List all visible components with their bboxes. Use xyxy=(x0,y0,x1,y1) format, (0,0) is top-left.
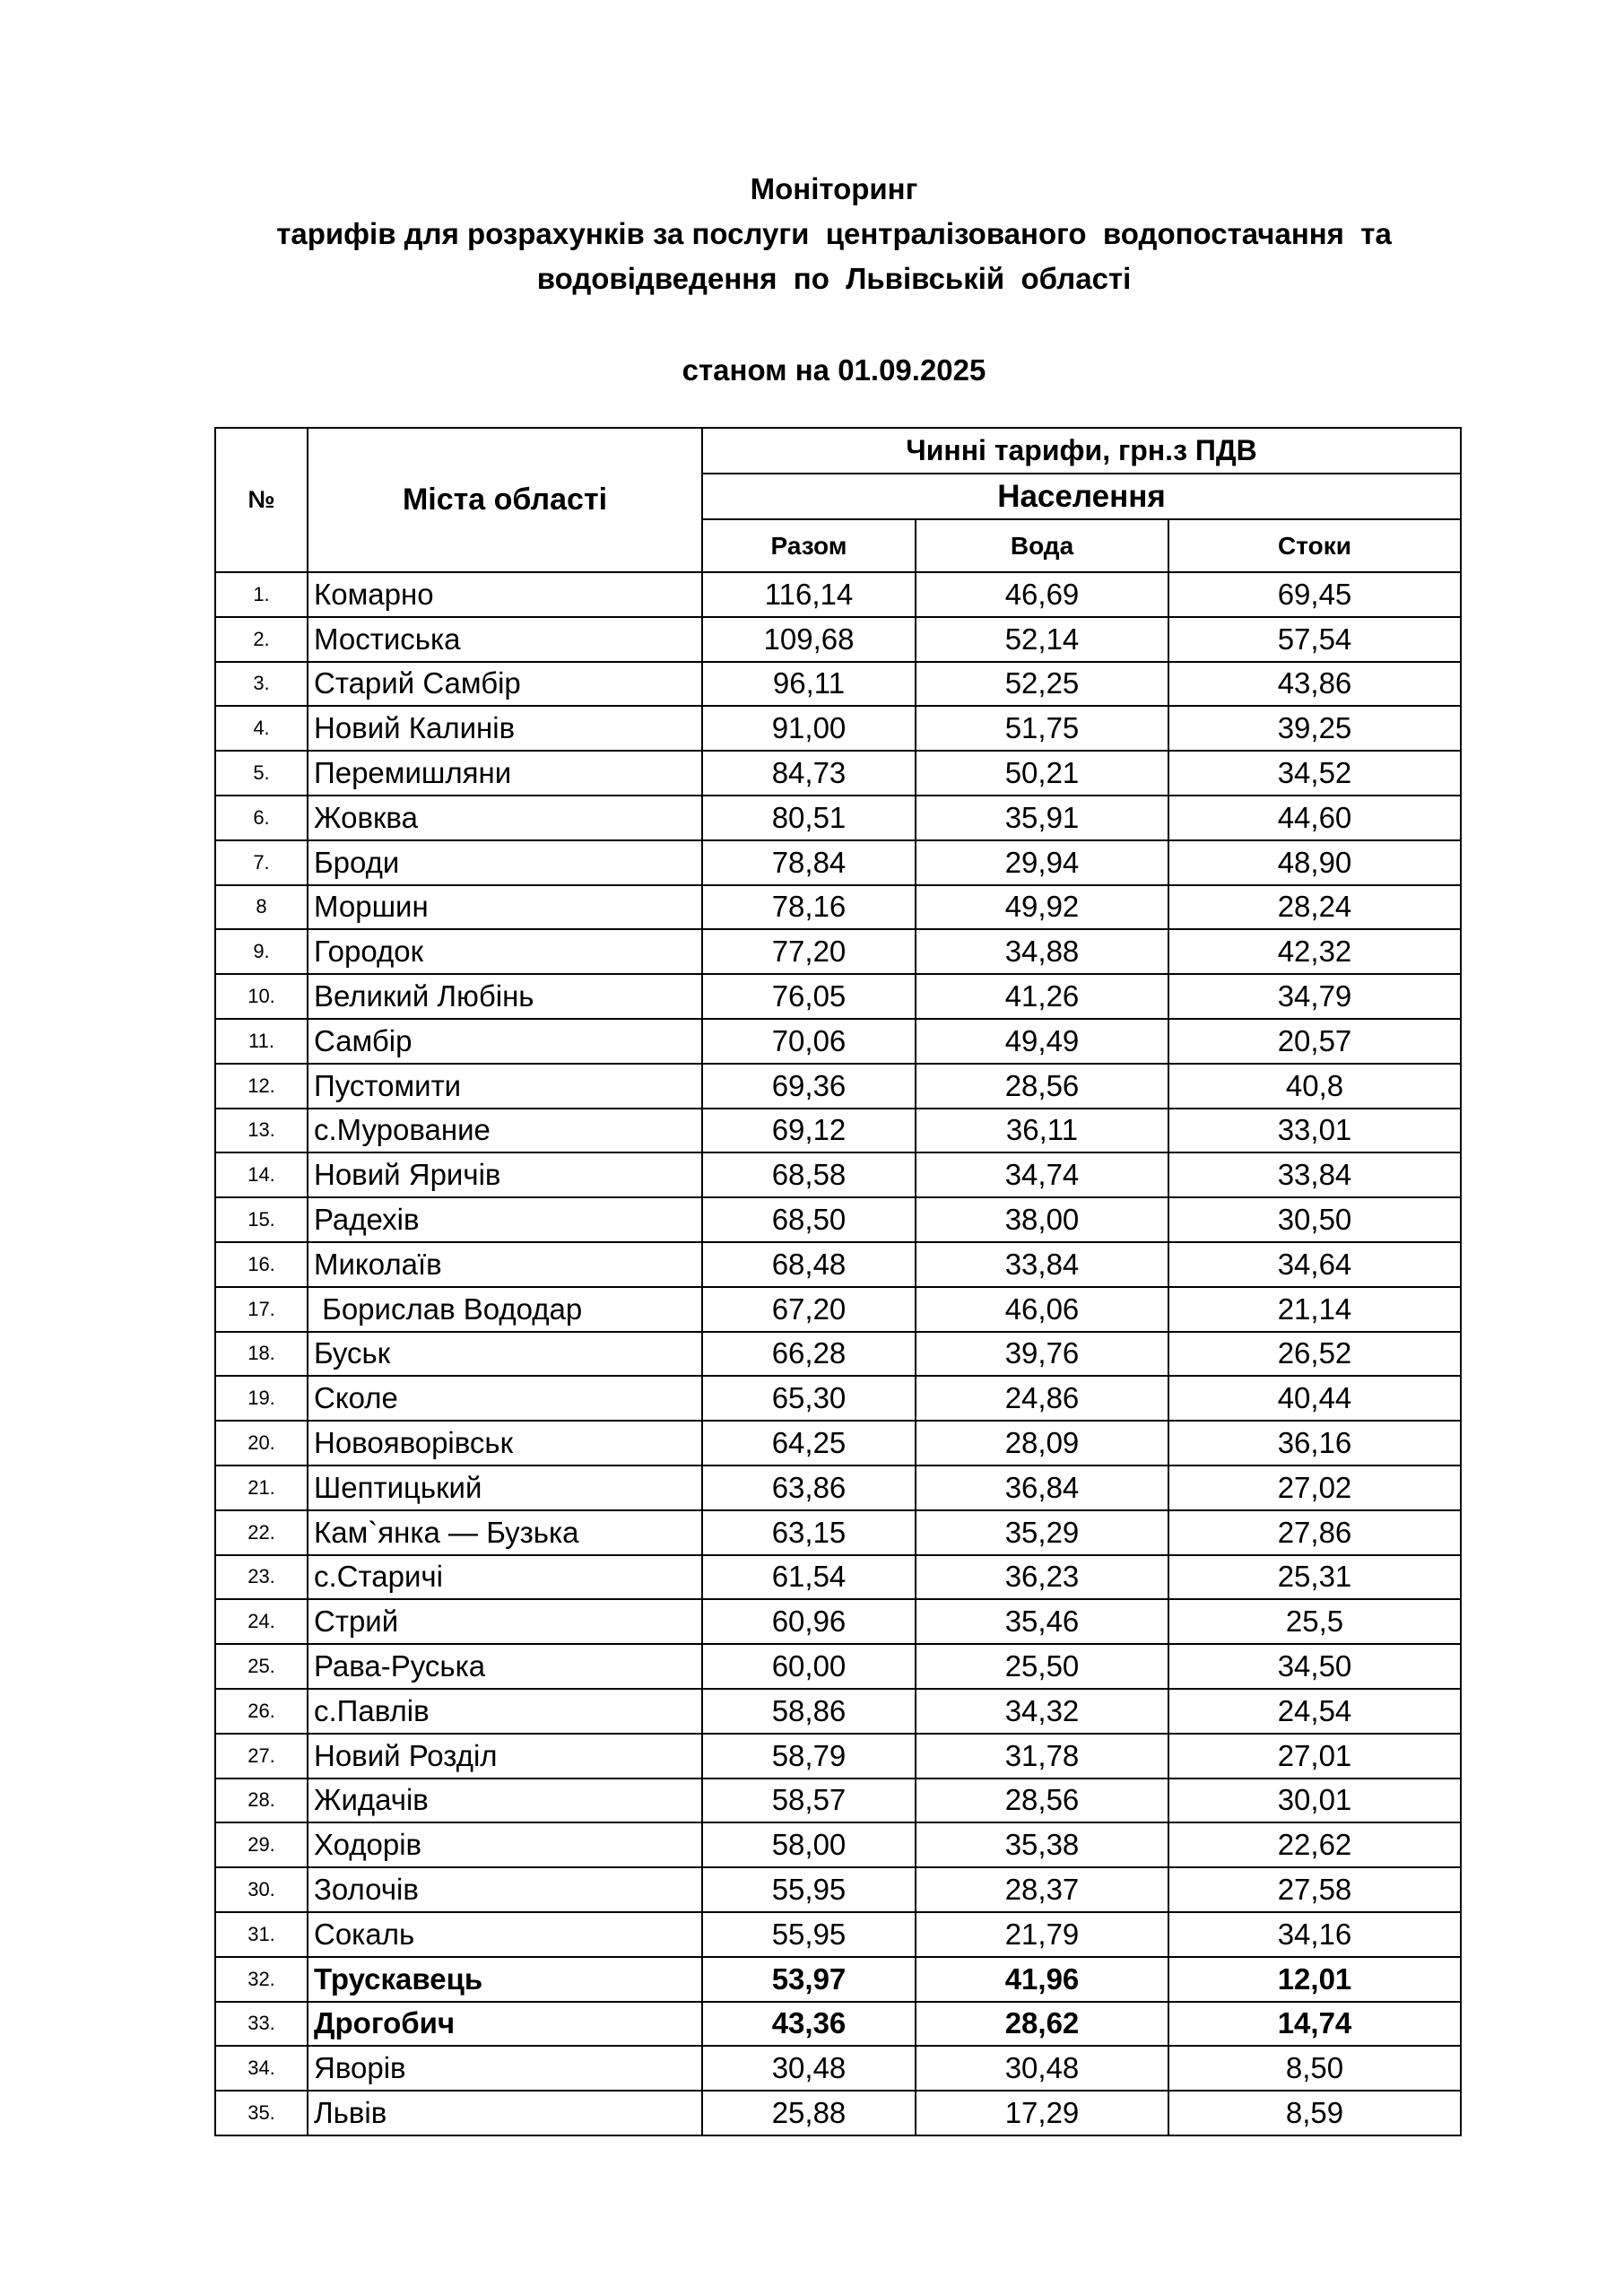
row-water: 35,46 xyxy=(916,1599,1168,1644)
row-water: 30,48 xyxy=(916,2046,1168,2091)
row-water: 34,88 xyxy=(916,929,1168,974)
row-sewer: 12,01 xyxy=(1168,1957,1461,2002)
row-city: Кам`янка — Бузька xyxy=(308,1510,702,1555)
table-row xyxy=(215,1957,1461,2002)
row-sewer: 40,44 xyxy=(1168,1376,1461,1421)
row-city: с.Мурование xyxy=(308,1109,702,1153)
row-water: 38,00 xyxy=(916,1197,1168,1242)
row-water: 49,92 xyxy=(916,885,1168,930)
row-city: Новий Яричів xyxy=(308,1152,702,1197)
row-sewer: 27,01 xyxy=(1168,1734,1461,1779)
row-total: 58,57 xyxy=(702,1779,916,1823)
row-sewer: 30,50 xyxy=(1168,1197,1461,1242)
row-sewer: 40,8 xyxy=(1168,1064,1461,1109)
row-sewer: 42,32 xyxy=(1168,929,1461,974)
table-row xyxy=(215,1689,1461,1734)
row-number: 7. xyxy=(215,840,308,885)
table-row xyxy=(215,929,1461,974)
table-row xyxy=(215,796,1461,840)
document-title: Моніторинг xyxy=(750,172,918,205)
row-city: Новий Розділ xyxy=(308,1734,702,1779)
table-row xyxy=(215,1197,1461,1242)
row-number: 28. xyxy=(215,1779,308,1823)
row-city: Мостиська xyxy=(308,617,702,662)
row-number: 1. xyxy=(215,572,308,617)
row-water: 41,26 xyxy=(916,974,1168,1019)
row-water: 28,56 xyxy=(916,1064,1168,1109)
row-sewer: 24,54 xyxy=(1168,1689,1461,1734)
document-subtitle-line-2: водовідведення по Львівській області xyxy=(536,262,1132,295)
row-sewer: 33,84 xyxy=(1168,1152,1461,1197)
table-row xyxy=(215,2091,1461,2135)
row-sewer: 34,52 xyxy=(1168,751,1461,796)
row-total: 84,73 xyxy=(702,751,916,796)
row-number: 27. xyxy=(215,1734,308,1779)
row-total: 64,25 xyxy=(702,1421,916,1465)
row-number: 34. xyxy=(215,2046,308,2091)
row-sewer: 44,60 xyxy=(1168,796,1461,840)
row-city: Львів xyxy=(308,2091,702,2135)
table-row xyxy=(215,617,1461,662)
row-total: 67,20 xyxy=(702,1287,916,1332)
table-row xyxy=(215,1064,1461,1109)
row-total: 58,00 xyxy=(702,1822,916,1867)
table-row xyxy=(215,1152,1461,1197)
row-total: 25,88 xyxy=(702,2091,916,2135)
row-number: 3. xyxy=(215,662,308,707)
row-sewer: 34,50 xyxy=(1168,1644,1461,1689)
table-row xyxy=(215,840,1461,885)
row-city: Моршин xyxy=(308,885,702,930)
header-total: Разом xyxy=(702,519,916,572)
table-row xyxy=(215,1779,1461,1823)
row-total: 43,36 xyxy=(702,2002,916,2047)
row-number: 26. xyxy=(215,1689,308,1734)
row-water: 49,49 xyxy=(916,1019,1168,1064)
row-sewer: 25,5 xyxy=(1168,1599,1461,1644)
row-total: 76,05 xyxy=(702,974,916,1019)
row-water: 24,86 xyxy=(916,1376,1168,1421)
row-total: 91,00 xyxy=(702,706,916,751)
row-water: 52,25 xyxy=(916,662,1168,707)
row-number: 13. xyxy=(215,1109,308,1153)
row-number: 35. xyxy=(215,2091,308,2135)
row-number: 23. xyxy=(215,1555,308,1600)
row-total: 68,48 xyxy=(702,1242,916,1287)
row-water: 21,79 xyxy=(916,1912,1168,1957)
row-city: Дрогобич xyxy=(308,2002,702,2047)
row-city: Броди xyxy=(308,840,702,885)
row-water: 34,74 xyxy=(916,1152,1168,1197)
row-sewer: 8,59 xyxy=(1168,2091,1461,2135)
row-city: Жовква xyxy=(308,796,702,840)
title-block xyxy=(0,167,1624,301)
table-row xyxy=(215,1867,1461,1912)
row-total: 78,16 xyxy=(702,885,916,930)
row-water: 36,84 xyxy=(916,1465,1168,1510)
row-number: 18. xyxy=(215,1332,308,1377)
row-city: Стрий xyxy=(308,1599,702,1644)
row-city: Золочів xyxy=(308,1867,702,1912)
table-row xyxy=(215,1019,1461,1064)
row-number: 17. xyxy=(215,1287,308,1332)
row-water: 31,78 xyxy=(916,1734,1168,1779)
row-city: Ходорів xyxy=(308,1822,702,1867)
table-row xyxy=(215,1332,1461,1377)
row-water: 35,29 xyxy=(916,1510,1168,1555)
row-total: 60,96 xyxy=(702,1599,916,1644)
table-row xyxy=(215,974,1461,1019)
table-row xyxy=(215,1109,1461,1153)
row-sewer: 34,16 xyxy=(1168,1912,1461,1957)
row-total: 80,51 xyxy=(702,796,916,840)
row-city: Старий Самбір xyxy=(308,662,702,707)
row-city: Шептицький xyxy=(308,1465,702,1510)
row-number: 19. xyxy=(215,1376,308,1421)
table-row xyxy=(215,1465,1461,1510)
row-number: 25. xyxy=(215,1644,308,1689)
row-sewer: 34,79 xyxy=(1168,974,1461,1019)
row-sewer: 34,64 xyxy=(1168,1242,1461,1287)
row-total: 63,86 xyxy=(702,1465,916,1510)
row-number: 2. xyxy=(215,617,308,662)
table-row xyxy=(215,1912,1461,1957)
row-total: 53,97 xyxy=(702,1957,916,2002)
row-total: 68,58 xyxy=(702,1152,916,1197)
row-number: 30. xyxy=(215,1867,308,1912)
table-row xyxy=(215,1376,1461,1421)
row-city: Городок xyxy=(308,929,702,974)
row-sewer: 27,02 xyxy=(1168,1465,1461,1510)
row-total: 109,68 xyxy=(702,617,916,662)
row-sewer: 69,45 xyxy=(1168,572,1461,617)
table-row xyxy=(215,1242,1461,1287)
header-population: Населення xyxy=(702,474,1461,519)
table-body xyxy=(215,572,1461,2135)
row-city: с.Старичі xyxy=(308,1555,702,1600)
row-city: Жидачів xyxy=(308,1779,702,1823)
row-city: Рава-Руська xyxy=(308,1644,702,1689)
row-sewer: 25,31 xyxy=(1168,1555,1461,1600)
row-city: Новояворівськ xyxy=(308,1421,702,1465)
table-row xyxy=(215,1510,1461,1555)
row-number: 8 xyxy=(215,885,308,930)
table-row xyxy=(215,1287,1461,1332)
row-total: 116,14 xyxy=(702,572,916,617)
row-number: 11. xyxy=(215,1019,308,1064)
row-total: 70,06 xyxy=(702,1019,916,1064)
table-row xyxy=(215,572,1461,617)
table-row xyxy=(215,751,1461,796)
row-sewer: 26,52 xyxy=(1168,1332,1461,1377)
row-number: 9. xyxy=(215,929,308,974)
table-row xyxy=(215,662,1461,707)
row-number: 14. xyxy=(215,1152,308,1197)
row-number: 10. xyxy=(215,974,308,1019)
header-tariffs: Чинні тарифи, грн.з ПДВ xyxy=(702,428,1461,474)
row-sewer: 30,01 xyxy=(1168,1779,1461,1823)
row-sewer: 8,50 xyxy=(1168,2046,1461,2091)
row-city: с.Павлів xyxy=(308,1689,702,1734)
row-sewer: 28,24 xyxy=(1168,885,1461,930)
row-sewer: 39,25 xyxy=(1168,706,1461,751)
row-number: 24. xyxy=(215,1599,308,1644)
row-city: Яворів xyxy=(308,2046,702,2091)
row-city: Великий Любінь xyxy=(308,974,702,1019)
header-water: Вода xyxy=(916,519,1168,572)
row-water: 52,14 xyxy=(916,617,1168,662)
row-number: 5. xyxy=(215,751,308,796)
row-total: 69,36 xyxy=(702,1064,916,1109)
row-sewer: 27,86 xyxy=(1168,1510,1461,1555)
row-city: Трускавець xyxy=(308,1957,702,2002)
row-city: Сколе xyxy=(308,1376,702,1421)
row-water: 35,91 xyxy=(916,796,1168,840)
row-water: 50,21 xyxy=(916,751,1168,796)
row-water: 33,84 xyxy=(916,1242,1168,1287)
row-sewer: 14,74 xyxy=(1168,2002,1461,2047)
row-sewer: 22,62 xyxy=(1168,1822,1461,1867)
row-city: Радехів xyxy=(308,1197,702,1242)
row-sewer: 36,16 xyxy=(1168,1421,1461,1465)
row-water: 46,06 xyxy=(916,1287,1168,1332)
row-number: 31. xyxy=(215,1912,308,1957)
row-total: 60,00 xyxy=(702,1644,916,1689)
row-total: 77,20 xyxy=(702,929,916,974)
row-water: 17,29 xyxy=(916,2091,1168,2135)
row-water: 39,76 xyxy=(916,1332,1168,1377)
row-water: 41,96 xyxy=(916,1957,1168,2002)
row-total: 65,30 xyxy=(702,1376,916,1421)
row-city: Самбір xyxy=(308,1019,702,1064)
row-sewer: 21,14 xyxy=(1168,1287,1461,1332)
row-city: Новий Калинів xyxy=(308,706,702,751)
row-city: Борислав Вододар xyxy=(308,1287,702,1332)
table-row xyxy=(215,1599,1461,1644)
table-row xyxy=(215,885,1461,930)
table-row xyxy=(215,1644,1461,1689)
row-number: 6. xyxy=(215,796,308,840)
row-sewer: 57,54 xyxy=(1168,617,1461,662)
row-water: 51,75 xyxy=(916,706,1168,751)
row-water: 25,50 xyxy=(916,1644,1168,1689)
row-city: Буськ xyxy=(308,1332,702,1377)
row-number: 4. xyxy=(215,706,308,751)
table-row xyxy=(215,2046,1461,2091)
row-number: 29. xyxy=(215,1822,308,1867)
row-number: 21. xyxy=(215,1465,308,1510)
row-total: 61,54 xyxy=(702,1555,916,1600)
row-number: 15. xyxy=(215,1197,308,1242)
row-city: Сокаль xyxy=(308,1912,702,1957)
tariffs-table xyxy=(214,427,1462,2136)
document-subtitle-line-1: тарифів для розрахунків за послуги централізованого водопостачання та xyxy=(276,217,1392,250)
row-total: 66,28 xyxy=(702,1332,916,1377)
row-sewer: 48,90 xyxy=(1168,840,1461,885)
row-water: 36,11 xyxy=(916,1109,1168,1153)
row-total: 78,84 xyxy=(702,840,916,885)
row-water: 28,56 xyxy=(916,1779,1168,1823)
row-water: 28,37 xyxy=(916,1867,1168,1912)
row-water: 46,69 xyxy=(916,572,1168,617)
row-water: 28,62 xyxy=(916,2002,1168,2047)
row-sewer: 33,01 xyxy=(1168,1109,1461,1153)
row-number: 20. xyxy=(215,1421,308,1465)
row-city: Пустомити xyxy=(308,1064,702,1109)
row-total: 68,50 xyxy=(702,1197,916,1242)
row-total: 30,48 xyxy=(702,2046,916,2091)
row-number: 32. xyxy=(215,1957,308,2002)
header-city: Міста області xyxy=(308,428,702,572)
table-row xyxy=(215,2002,1461,2047)
row-total: 55,95 xyxy=(702,1867,916,1912)
row-city: Комарно xyxy=(308,572,702,617)
row-total: 58,86 xyxy=(702,1689,916,1734)
row-total: 55,95 xyxy=(702,1912,916,1957)
row-city: Перемишляни xyxy=(308,751,702,796)
header-sewer: Стоки xyxy=(1168,519,1461,572)
row-total: 63,15 xyxy=(702,1510,916,1555)
table-row xyxy=(215,1421,1461,1465)
row-water: 29,94 xyxy=(916,840,1168,885)
row-total: 58,79 xyxy=(702,1734,916,1779)
row-water: 34,32 xyxy=(916,1689,1168,1734)
table-row xyxy=(215,706,1461,751)
table-row xyxy=(215,1822,1461,1867)
row-number: 12. xyxy=(215,1064,308,1109)
row-number: 16. xyxy=(215,1242,308,1287)
table-row xyxy=(215,1734,1461,1779)
row-sewer: 27,58 xyxy=(1168,1867,1461,1912)
row-number: 33. xyxy=(215,2002,308,2047)
header-number: № xyxy=(215,428,308,572)
row-total: 69,12 xyxy=(702,1109,916,1153)
date-line: станом на 01.09.2025 xyxy=(682,353,986,387)
row-water: 35,38 xyxy=(916,1822,1168,1867)
row-water: 36,23 xyxy=(916,1555,1168,1600)
row-total: 96,11 xyxy=(702,662,916,707)
table-header xyxy=(215,428,1461,572)
row-city: Миколаїв xyxy=(308,1242,702,1287)
row-sewer: 20,57 xyxy=(1168,1019,1461,1064)
table-row xyxy=(215,1555,1461,1600)
row-water: 28,09 xyxy=(916,1421,1168,1465)
row-number: 22. xyxy=(215,1510,308,1555)
row-sewer: 43,86 xyxy=(1168,662,1461,707)
